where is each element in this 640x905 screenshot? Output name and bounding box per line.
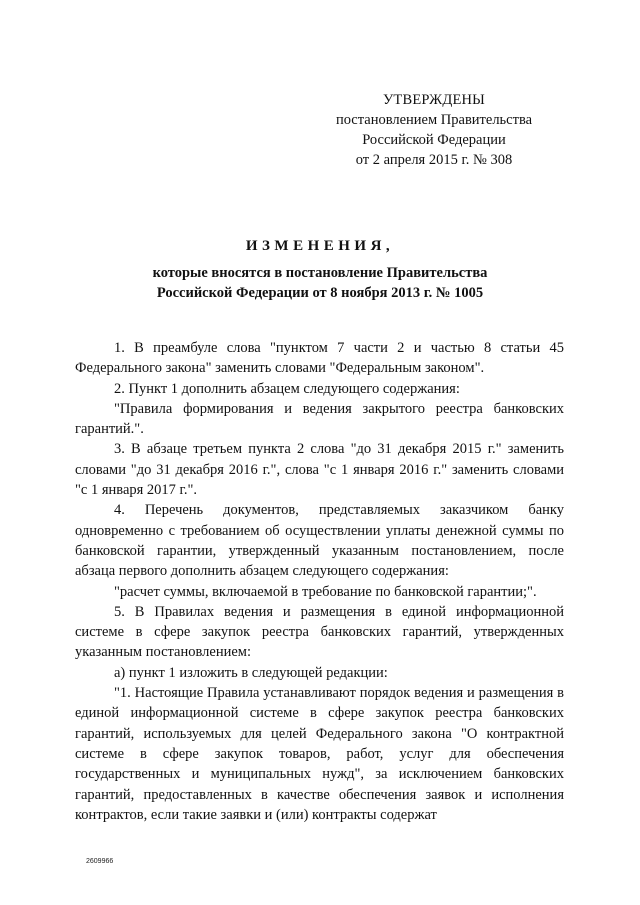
approval-block: [318, 90, 550, 170]
paragraph-3: "Правила формирования и ведения закрытого реестра банковских гарантий.".: [75, 400, 564, 438]
footer-code: 2609966: [86, 858, 114, 865]
paragraph-8: а) пункт 1 изложить в следующей редакции:: [114, 664, 388, 681]
approval-line-1: постановлением Правительства: [335, 112, 533, 128]
paragraph-7: 5. В Правилах ведения и размещения в единой информационной системе в сфере закупок реестра банковских гарантий, утвержденных указанным постановлением:: [75, 603, 564, 661]
paragraph-4: 3. В абзаце третьем пункта 2 слова "до 31 декабря 2015 г." заменить словами "до 31 декабря 2016 г.", слова "с 1 января 2016 г." заменить словами "с 1 января 2017 г.".: [75, 441, 564, 499]
approval-line-2: Российской Федерации: [362, 132, 506, 148]
approval-title: УТВЕРЖДЕНЫ: [382, 92, 486, 108]
document-title: ИЗМЕНЕНИЯ,: [245, 238, 395, 254]
paragraph-1: 1. В преамбуле слова "пунктом 7 части 2 и частью 8 статьи 45 Федерального закона" заменить словами "Федеральным законом".: [75, 340, 564, 377]
subtitle-line-2: Российской Федерации от 8 ноября 2013 г. № 1005: [156, 285, 484, 301]
approval-line-3: от 2 апреля 2015 г. № 308: [355, 152, 513, 168]
document-subtitle: [60, 263, 580, 303]
subtitle-line-1: которые вносятся в постановление Правительства: [152, 265, 488, 281]
paragraph-5: 4. Перечень документов, представляемых заказчиком банку одновременно с требованием об осуществлении уплаты денежной суммы по банковской гарантии, утвержденный указанным постановлением, после абзаца первого дополнить абзацем следующего содержания:: [75, 502, 564, 580]
paragraph-6: "расчет суммы, включаемой в требование по банковской гарантии;".: [114, 583, 537, 600]
paragraph-9: "1. Настоящие Правила устанавливают порядок ведения и размещения в единой информационной системе в сфере закупок реестра банковских гарантий, используемых для целей Федерального закона "О контрактной системе в сфере закупок товаров, работ, услуг для обеспечения государственных и муниципальных нужд", за исключением банковских гарантий, предоставленных в качестве обеспечения заявок и исполнения контрактов, если такие заявки и (или) контракты содержат: [75, 685, 564, 823]
paragraph-2: 2. Пункт 1 дополнить абзацем следующего содержания:: [114, 380, 460, 397]
document-body: [75, 338, 564, 825]
